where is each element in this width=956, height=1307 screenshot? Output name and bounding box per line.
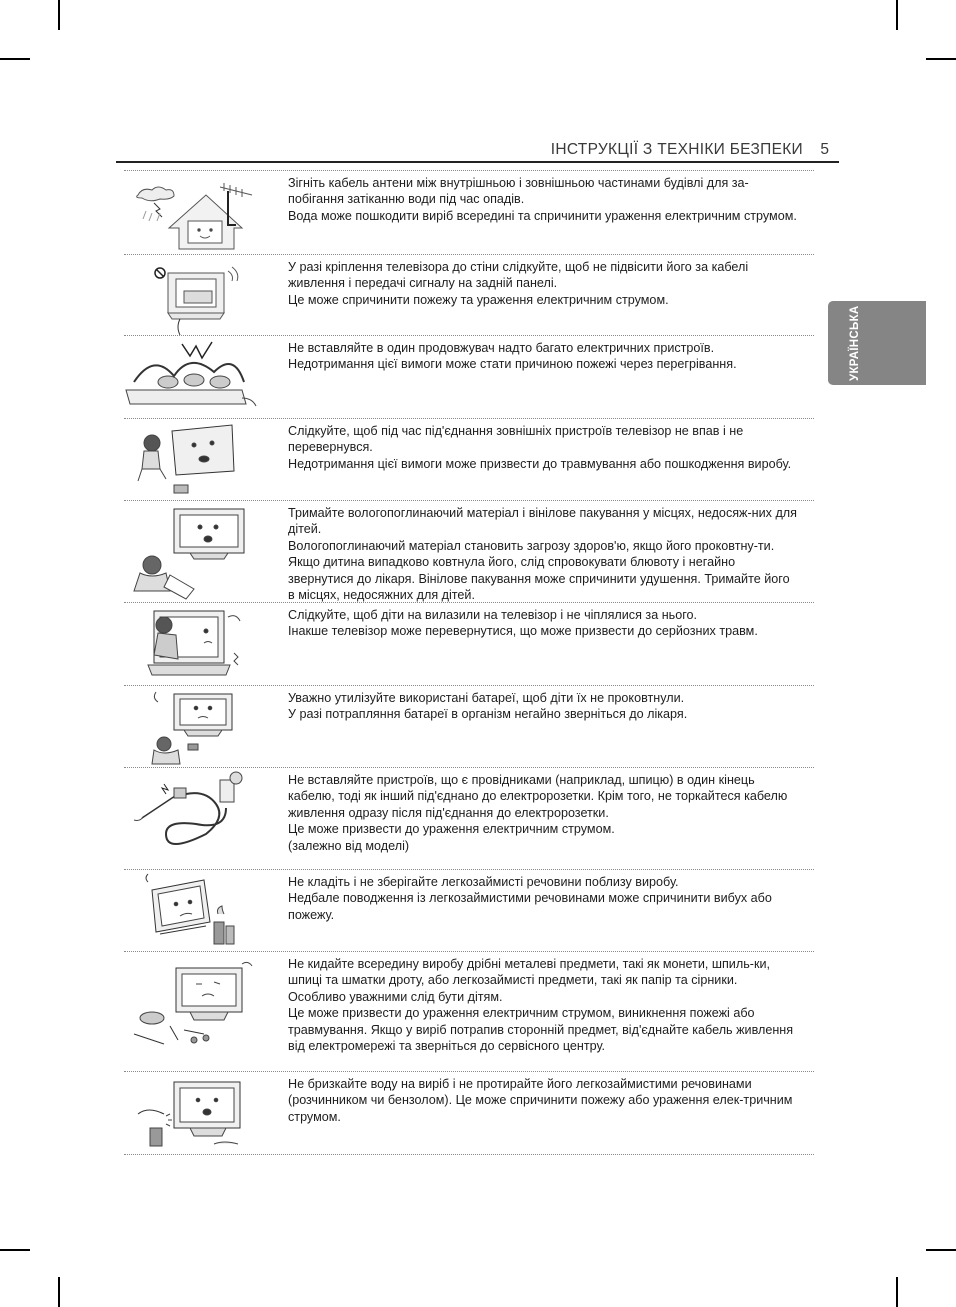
- safety-item-text: [288, 874, 798, 923]
- crop-mark: [0, 1249, 30, 1251]
- instruction-text: Зігніть кабель антени між внутрішньою і зовнішньою частинами будівлі для за-побігання затіканню води під час опадів.: [288, 176, 749, 207]
- safety-item: [124, 951, 814, 1071]
- safety-item-text: [288, 690, 798, 723]
- safety-item-text: [288, 607, 798, 640]
- header-divider: [116, 161, 839, 163]
- crop-mark: [0, 58, 30, 60]
- instruction-text: Тримайте вологопоглинаючий матеріал і вінілове пакування у місцях, недосяж-них для дітей.: [288, 506, 797, 537]
- instruction-text: Не кладіть і не зберігайте легкозаймисті речовини поблизу виробу.: [288, 875, 679, 889]
- safety-item-text: [288, 340, 798, 373]
- crop-mark: [926, 1249, 956, 1251]
- crop-mark: [896, 1277, 898, 1307]
- warning-text: Недотримання цієї вимоги може стати причиною пожежі через перегрівання.: [288, 357, 737, 372]
- safety-item-text: [288, 423, 798, 472]
- warning-text: У разі потрапляння батареї в організм негайно зверніться до лікаря.: [288, 707, 688, 722]
- tv-wall-mount-illustration: [124, 257, 274, 335]
- page-header: [116, 140, 839, 160]
- warning-text: Інакше телевізор може перевернутися, що може призвести до серйозних травм.: [288, 624, 758, 639]
- instruction-text: Не бризкайте воду на виріб і не протирайте його легкозаймистими речовинами (розчинником чи бензолом). Це може спричинити пожежу або ураження елек-тричним струмом.: [288, 1077, 793, 1124]
- instruction-text: Не вставляйте в один продовжувач надто багато електричних пристроїв.: [288, 341, 715, 355]
- safety-item: [124, 767, 814, 870]
- child-tv-falling-illustration: [124, 421, 274, 501]
- safety-item-text: [288, 772, 798, 854]
- warning-text: Вологопоглинаючий матеріал становить загрозу здоров'ю, якщо його проковтну-ти. Якщо дитина випадково ковтнула його, слід спровокувати блювоту і негайно звернутися до лікаря. Вінілове пакування може спричинити удушення. Тримайте його в місцях, недосяжних для дітей.: [288, 538, 790, 603]
- power-strip-illustration: [124, 338, 274, 418]
- instruction-text: Не кидайте всередину виробу дрібні металеві предмети, такі як монети, шпиль-ки, шпиці та шматки дроту, або легкозаймисті предмети, такі як папір та сірники.: [288, 957, 770, 988]
- warning-text: Вода може пошкодити виріб всередині та спричинити ураження електричним струмом.: [288, 208, 797, 223]
- child-batteries-illustration: [124, 688, 274, 768]
- page-number: 5: [820, 141, 829, 158]
- safety-item: [124, 602, 814, 686]
- safety-item: [124, 869, 814, 952]
- safety-item-text: [288, 505, 798, 603]
- warning-text: Це може спричинити пожежу та ураження електричним струмом.: [288, 292, 669, 307]
- safety-item-text: [288, 1076, 798, 1125]
- safety-item: [124, 170, 814, 255]
- instruction-text: Особливо уважними слід бути дітям.: [288, 989, 503, 1004]
- water-spray-illustration: [124, 1074, 274, 1154]
- safety-item: [124, 500, 814, 603]
- page-title: ІНСТРУКЦІЇ З ТЕХНІКИ БЕЗПЕКИ: [550, 141, 803, 158]
- safety-item-text: [288, 175, 798, 224]
- safety-item: [124, 685, 814, 768]
- child-climbing-tv-illustration: [124, 605, 274, 685]
- safety-item: [124, 418, 814, 501]
- instruction-text: Слідкуйте, щоб діти на вилазили на телевізор і не чіплялися за нього.: [288, 608, 698, 622]
- warning-text: Це може призвести до ураження електричним струмом.: [288, 822, 615, 837]
- safety-item: [124, 1071, 814, 1155]
- instruction-text: У разі кріплення телевізора до стіни слідкуйте, щоб не підвісити його за кабелі живлення і передачі сигналу на задній панелі.: [288, 260, 749, 291]
- language-tab-label: УКРАЇНСЬКА: [849, 305, 861, 381]
- conductor-cable-illustration: [124, 770, 274, 870]
- instruction-text: Слідкуйте, щоб під час під'єднання зовнішніх пристроїв телевізор не впав і не перевернувся.: [288, 424, 744, 455]
- safety-item-text: [288, 259, 798, 308]
- crop-mark: [58, 0, 60, 30]
- flammable-illustration: [124, 872, 274, 952]
- crop-mark: [896, 0, 898, 30]
- model-note-text: (залежно від моделі): [288, 838, 410, 853]
- house-antenna-illustration: [124, 173, 274, 253]
- warning-text: Недотримання цієї вимоги може призвести до травмування або пошкодження виробу.: [288, 456, 792, 471]
- safety-item: [124, 335, 814, 419]
- metal-objects-illustration: [124, 954, 274, 1069]
- instruction-text: Не вставляйте пристроїв, що є провідниками (наприклад, шпицю) в один кінець кабелю, тоді як інший під'єднано до електророзетки. Крім того, не торкайтеся кабелю живлення одразу після під'єднання до електророзетки.: [288, 773, 788, 820]
- warning-text: Це може призвести до ураження електричним струмом, виникнення пожежі або травмування. Якщо у виріб потрапив сторонній предмет, від'єднайте кабель живлення від електромережі та зверніться до сервісного центру.: [288, 1006, 794, 1054]
- warning-text: Недбале поводження із легкозаймистими речовинами може спричинити вибух або пожежу.: [288, 891, 772, 922]
- child-packaging-illustration: [124, 503, 274, 603]
- instruction-text: Уважно утилізуйте використані батареї, щоб діти їх не проковтнули.: [288, 691, 685, 705]
- crop-mark: [58, 1277, 60, 1307]
- crop-mark: [926, 58, 956, 60]
- language-tab: [828, 301, 926, 385]
- safety-item-text: [288, 956, 798, 1054]
- safety-item: [124, 254, 814, 336]
